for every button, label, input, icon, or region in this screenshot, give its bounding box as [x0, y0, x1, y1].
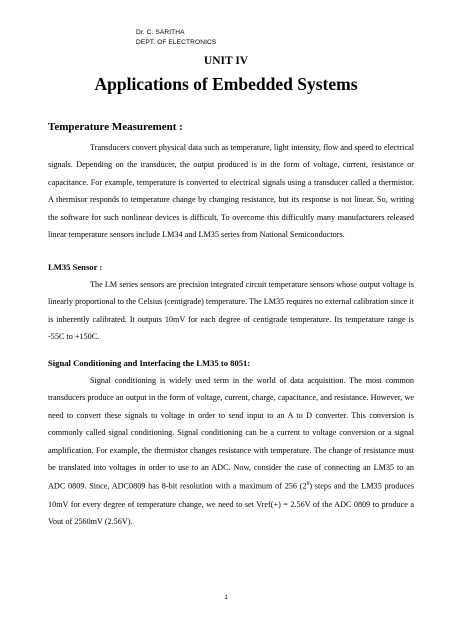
section-paragraph: [48, 372, 414, 530]
section-heading: LM35 Sensor :: [48, 262, 103, 272]
page-title: Applications of Embedded Systems: [94, 74, 358, 94]
section-heading: Signal Conditioning and Interfacing the LM35 to 8051:: [48, 358, 251, 368]
superscript-exponent: 8: [306, 481, 310, 488]
unit-label: UNIT IV: [203, 55, 249, 67]
section-heading: Temperature Measurement :: [48, 121, 183, 133]
section-paragraph: Transducers convert physical data such as temperature, light intensity, flow and speed to electrical signals. Depending on the transducer, the output produced is in the form of voltage, current, resistance or capacitance. For example, temperature is converted to electrical signals using a transducer called a thermistor. A thermisor responds to temperature change by changing resistance, but its response is not linear. So, writing the software for such nonlinear devices is difficult. To overcome this difficultly many manufacturers released linear temperature sensors include LM34 and LM35 series from National Semiconductors.: [48, 143, 414, 240]
page-number: 1: [224, 594, 228, 601]
section-signal-conditioning: [48, 358, 414, 530]
section-temperature-measurement: [48, 121, 414, 243]
paragraph-text-start: Signal conditioning is widely used term in the world of data acquisition. The most common transducers produce an output in the form of voltage, current, charge, capacitance, and resistance. However, we need to convert these signals to voltage in order to send input to an A to D converter. This conversion is commonly called signal conditioning. Signal conditioning can be a current to voltage conversion or a signal amplification. For example, the thermistor changes resistance with temperature. The change of resistance must be translated into voltages in order to use to an ADC. Now, consider the case of connecting an LM35 to an ADC 0809. Since, ADC0809 has 8-bit resolution with a maximum of 256 (2: [48, 376, 414, 492]
department-name: DEPT. OF ELECTRONICS: [136, 39, 217, 46]
author-header: [136, 28, 216, 48]
section-lm35-sensor: [48, 262, 414, 346]
section-paragraph: The LM series sensors are precision integrated circuit temperature sensors whose output voltage is linearly proportional to the Celsius (centigrade) temperature. The LM35 requires no external calibration since it is inherently calibrated. It outputs 10mV for each degree of centigrade temperature. Its temperature range is -55C to +150C.: [48, 280, 414, 342]
paragraph-text-end: ) steps and the LM35 produces 10mV for every degree of temperature change, we need to set Vref(+) = 2.56V of the ADC 0809 to produce a Vout of 2560mV (2.56V).: [48, 482, 414, 526]
author-name: Dr. C. SARITHA: [136, 29, 185, 36]
